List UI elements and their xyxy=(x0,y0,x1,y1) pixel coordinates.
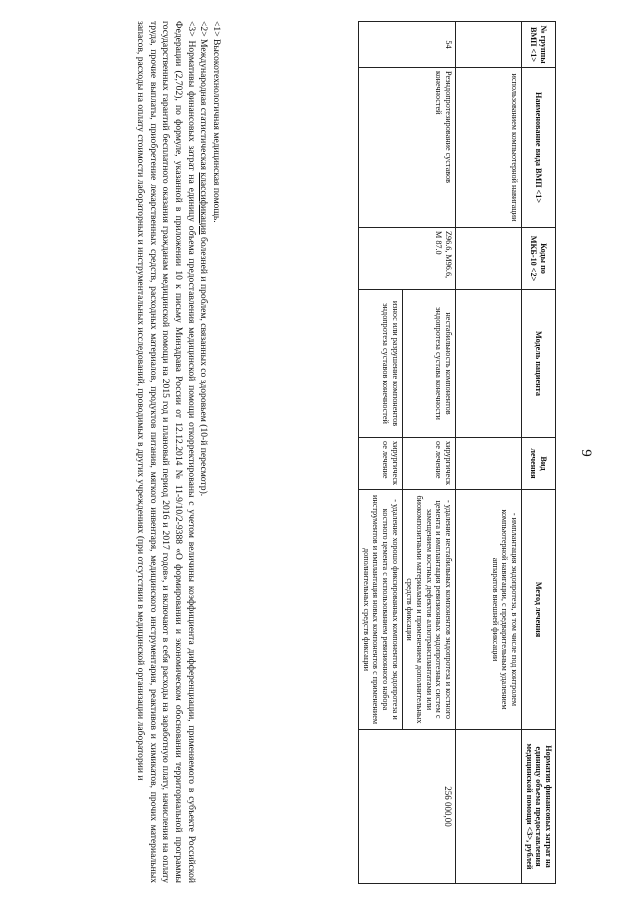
header-method: Метод лечения xyxy=(521,489,555,729)
footnote-3: <3> Нормативы финансовых затрат на единицу объема предоставления медицинской помощи откорректированы с учетом величины коэффициента дифференциации, применяемого в субъекте Российской Федерации (2,702), по формуле, указанной в приложении 10 к письму Минздрава России от 12.12.2014 № 11-9/10/2-9388 «О формировании и экономическом обосновании территориальной программы государственных гарантий бесплатного оказания гражданам медицинской помощи на 2015 год и плановый период 2016 и 2017 годов», и включают в себя расходы на заработную плату, начисления на оплату труда, прочие выплаты, приобретение лекарственных средств, расходных материалов, продуктов питания, мягкого инвентаря, медицинского инструментария, реактивов и химикатов, прочих материальных запасов, расходы на оплату стоимости лабораторных и инструментальных исследований, проводимых в других учреждениях (при отсутствии в медицинской организации лаборатории и xyxy=(135,20,197,883)
footnote-1: <1> Высокотехнологичная медицинская помощь. xyxy=(211,20,222,223)
header-mkb: Коды по МКБ-10 <2> xyxy=(521,227,555,289)
footnote-2-text: <2> Международная статистическая xyxy=(198,20,210,172)
cell-type: хирургическое лечение xyxy=(358,437,402,489)
header-model: Модель пациента xyxy=(521,289,555,437)
cell-mkb: Z96.6, M96.6, M 87.0 xyxy=(358,227,455,289)
header-name: Наименование вида ВМП <1> xyxy=(521,67,555,227)
table-row xyxy=(455,21,521,883)
cell-empty xyxy=(455,289,521,437)
cell-empty xyxy=(455,729,521,883)
cell-model: износ или разрушение компонентов эндопротеза суставов конечностей xyxy=(358,289,402,437)
table-row xyxy=(402,21,455,883)
header-type: Вид лечения xyxy=(521,437,555,489)
cell-method: - удаление нестабильных компонентов эндопротеза и костного цемента и имплантация ревизионных эндопротезных систем с замещением костных дефектов аллотрансплантатами или биокомпозитными материалами и применением дополнительных средств фиксации xyxy=(402,489,455,729)
cell-name: использованием компьютерной навигации xyxy=(455,67,521,227)
footnotes xyxy=(133,21,222,883)
table-header-row xyxy=(521,21,555,883)
hmp-table xyxy=(358,21,556,884)
cell-name: Реэндопротезирование суставов конечностей xyxy=(358,67,455,227)
cell-method: - удаление хорошо фиксированных компонентов эндопротеза и костного цемента с использованием ревизионного набора инструментов и имплантация новых компонентов с применением дополнительных средств фиксации xyxy=(358,489,402,729)
footnote-2 xyxy=(197,21,210,883)
footnote-2-underlined: классификация xyxy=(198,171,210,235)
cell-model: нестабильность компонентов эндопротеза сустава конечности xyxy=(402,289,455,437)
cell-norm: 256 000,00 xyxy=(358,729,455,883)
cell-empty xyxy=(455,21,521,67)
rotated-page xyxy=(40,13,600,893)
cell-type: хирургическое лечение xyxy=(402,437,455,489)
footnote-2-text-end: болезней и проблем, связанных со здоровьем (10-й пересмотр). xyxy=(198,234,210,496)
cell-group: 54 xyxy=(358,21,455,67)
header-group: № группы ВМП <1> xyxy=(521,21,555,67)
cell-empty xyxy=(455,437,521,489)
cell-method: - имплантация эндопротеза, в том числе под контролем компьютерной навигации, с предварительным удалением аппаратов внешней фиксации xyxy=(455,489,521,729)
header-norm: Норматив финансовых затрат на единицу объема предоставления медицинской помощи <3>, рублей xyxy=(521,729,555,883)
cell-empty xyxy=(455,227,521,289)
page-number: 9 xyxy=(578,448,594,457)
